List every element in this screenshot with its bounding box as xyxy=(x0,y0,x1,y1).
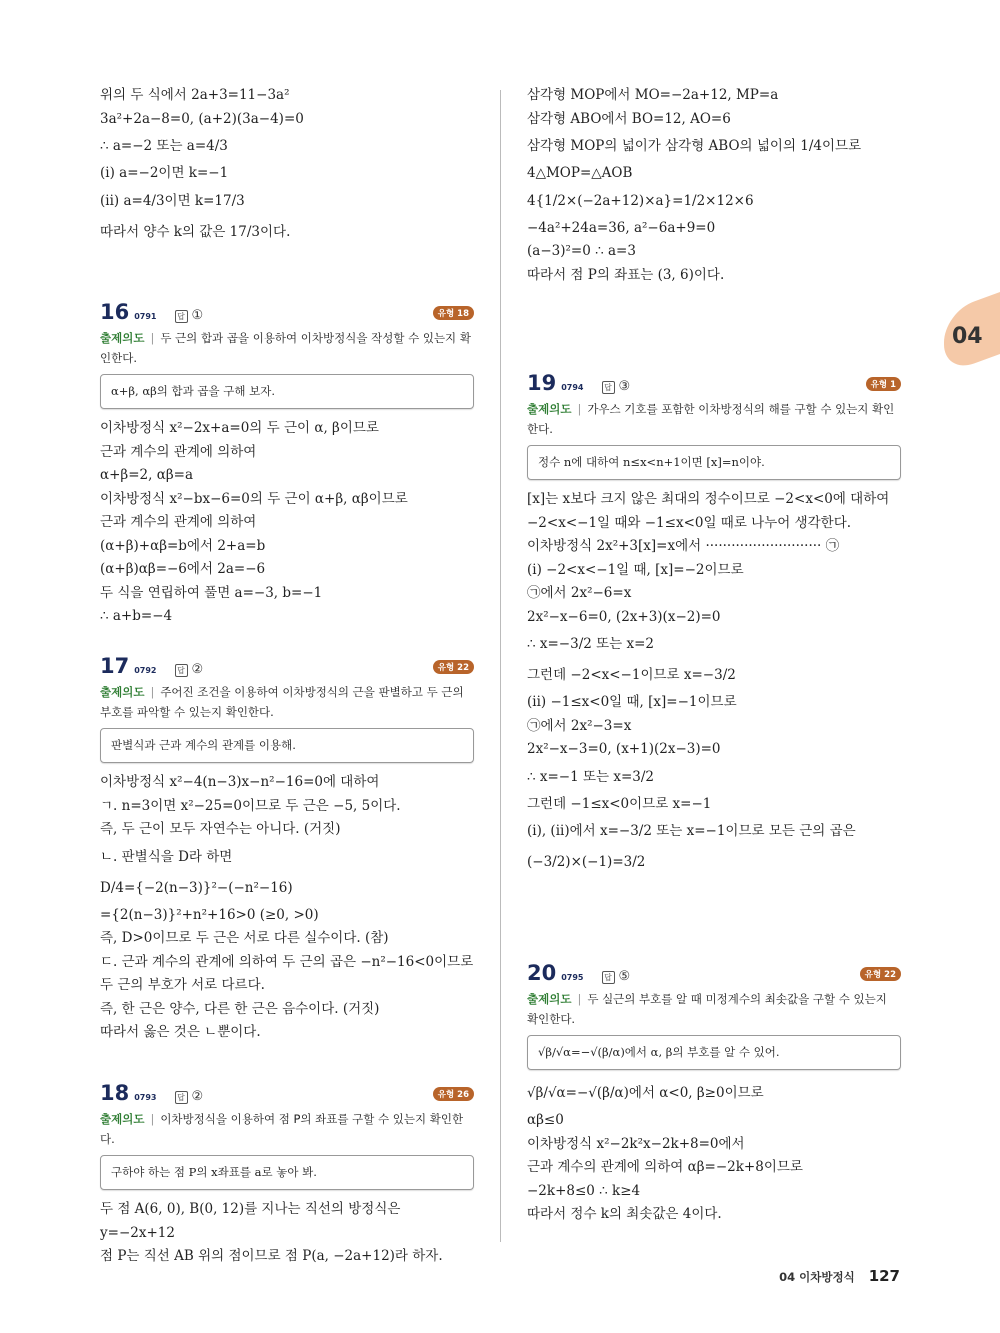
solution-lines xyxy=(527,1078,901,1227)
solution-line: ∴ x=−3/2 또는 x=2 xyxy=(527,636,655,652)
answer-icon: 답 xyxy=(175,1091,188,1104)
intent-label: 출제의도 xyxy=(100,685,145,699)
hint-box: √β/√α=−√(β/α)에서 α, β의 부호를 알 수 있어. xyxy=(527,1035,901,1070)
solution-line: (i), (ii)에서 x=−3/2 또는 x=−1이므로 모든 근의 곱은 xyxy=(527,823,856,839)
solution-line: −4a²+24a=36, a²−6a+9=0 xyxy=(527,219,716,236)
solution-line: 두 식을 연립하여 풀면 a=−3, b=−1 xyxy=(100,584,323,601)
intent-label: 출제의도 xyxy=(100,331,145,345)
solution-line: (ii) −1≤x<0일 때, [x]=−1이므로 xyxy=(527,694,737,710)
problem-code: 0792 xyxy=(134,666,157,675)
solution-line: 근과 계수의 관계에 의하여 xyxy=(100,443,257,460)
type-badge: 유형 22 xyxy=(860,967,901,981)
solution-line: 이차방정식 x²−2x+a=0의 두 근이 α, β이므로 xyxy=(100,420,379,436)
solution-line: ∴ a=−2 또는 a=4/3 xyxy=(100,138,228,154)
solution-lines xyxy=(100,1198,474,1269)
solution-line: 점 P는 직선 AB 위의 점이므로 점 P(a, −2a+12)라 하자. xyxy=(100,1248,443,1264)
answer-choice: ⑤ xyxy=(618,969,631,984)
solution-line: 삼각형 ABO에서 BO=12, AO=6 xyxy=(527,110,731,127)
chapter-tab-label: 04 xyxy=(952,324,983,349)
problem-code: 0791 xyxy=(134,312,157,321)
solution-line: 두 근의 부호가 서로 다르다. xyxy=(100,977,265,993)
problem-19 xyxy=(527,371,901,878)
solution-line: (a−3)²=0 ∴ a=3 xyxy=(527,243,636,259)
solution-line: 근과 계수의 관계에 의하여 xyxy=(100,514,257,530)
solution-lines xyxy=(527,488,901,878)
intent-row xyxy=(100,1109,474,1149)
separator: | xyxy=(577,992,582,1006)
problem-number: 20 xyxy=(527,961,557,985)
solution-line: 이차방정식 x²−4(n−3)x−n²−16=0에 대하여 xyxy=(100,774,380,790)
separator: | xyxy=(150,331,155,345)
solution-line: 따라서 양수 k의 값은 17/3이다. xyxy=(100,223,291,240)
problem-code: 0794 xyxy=(561,383,584,392)
type-badge: 유형 18 xyxy=(433,306,474,320)
answer-choice: ③ xyxy=(618,379,631,394)
solution-line: −2k+8≤0 ∴ k≥4 xyxy=(527,1182,641,1199)
problem-header xyxy=(100,654,474,680)
solution-lines xyxy=(100,417,474,629)
solution-line: ={2(n−3)}²+n²+16>0 (≥0, >0) xyxy=(100,906,319,923)
answer-icon: 답 xyxy=(602,381,615,394)
solution-line: [x]는 x보다 크지 않은 최대의 정수이므로 −2<x<0에 대하여 xyxy=(527,491,890,507)
problem-17 xyxy=(100,654,474,1045)
answer-icon: 답 xyxy=(175,664,188,677)
solution-line: 따라서 옳은 것은 ㄴ뿐이다. xyxy=(100,1024,261,1040)
solution-line: 4{1/2×(−2a+12)×a}=1/2×12×6 xyxy=(527,192,754,209)
solution-line: ∴ x=−1 또는 x=3/2 xyxy=(527,768,655,785)
intent-text: 주어진 조건을 이용하여 이차방정식의 근을 판별하고 두 근의 부호를 파악할 수 있는지 확인한다. xyxy=(100,685,464,719)
problem-header xyxy=(100,300,474,326)
intent-text: 가우스 기호를 포함한 이차방정식의 해를 구할 수 있는지 확인한다. xyxy=(527,402,895,436)
intent-row xyxy=(100,682,474,722)
hint-box: 판별식과 근과 계수의 관계를 이용해. xyxy=(100,728,474,763)
problem-16 xyxy=(100,300,474,629)
problem-number: 16 xyxy=(100,300,130,324)
type-badge: 유형 22 xyxy=(433,660,474,674)
intent-row xyxy=(100,328,474,368)
answer-icon: 답 xyxy=(175,310,188,323)
intent-label: 출제의도 xyxy=(527,992,572,1006)
solution-line: ㉠에서 2x²−3=x xyxy=(527,717,632,734)
problem-number: 17 xyxy=(100,654,130,678)
problem-code: 0795 xyxy=(561,973,584,982)
solution-line: 삼각형 MOP의 넓이가 삼각형 ABO의 넓이의 1/4이므로 xyxy=(527,138,862,154)
intent-label: 출제의도 xyxy=(100,1112,145,1126)
chapter-title: 04 이차방정식 xyxy=(779,1270,855,1284)
type-badge: 유형 26 xyxy=(433,1087,474,1101)
problem-code: 0793 xyxy=(134,1093,157,1102)
hint-box: α+β, αβ의 합과 곱을 구해 보자. xyxy=(100,374,474,409)
solution-line: −2<x<−1일 때와 −1≤x<0일 때로 나누어 생각한다. xyxy=(527,514,852,531)
problem-number: 19 xyxy=(527,371,557,395)
solution-line: ㄱ. n=3이면 x²−25=0이므로 두 근은 −5, 5이다. xyxy=(100,797,401,814)
type-badge: 유형 1 xyxy=(866,377,901,391)
column-divider xyxy=(500,90,501,1242)
solution-line: 이차방정식 x²−bx−6=0의 두 근이 α+β, αβ이므로 xyxy=(100,490,408,507)
solution-line: y=−2x+12 xyxy=(100,1224,175,1241)
solution-line: 두 점 A(6, 0), B(0, 12)를 지나는 직선의 방정식은 xyxy=(100,1201,401,1217)
solution-line: α+β=2, αβ=a xyxy=(100,467,193,483)
answer-choice: ② xyxy=(191,662,204,677)
solution-line: 따라서 정수 k의 최솟값은 4이다. xyxy=(527,1206,722,1222)
solution-line: (α+β)+αβ=b에서 2+a=b xyxy=(100,537,266,554)
problem-20 xyxy=(527,961,901,1227)
problem-header xyxy=(527,961,901,987)
intent-row xyxy=(527,399,901,439)
solution-line: (ii) a=4/3이면 k=17/3 xyxy=(100,192,245,209)
solution-line: (i) −2<x<−1일 때, [x]=−2이므로 xyxy=(527,561,744,578)
intent-text: 두 근의 합과 곱을 이용하여 이차방정식을 작성할 수 있는지 확인한다. xyxy=(100,331,471,365)
problem-18 xyxy=(100,1081,474,1269)
page-number: 127 xyxy=(868,1267,900,1285)
separator: | xyxy=(150,1112,155,1126)
solution-line: 2x²−x−3=0, (x+1)(2x−3)=0 xyxy=(527,741,721,757)
solution-line: 그런데 −2<x<−1이므로 x=−3/2 xyxy=(527,667,736,683)
solution-line: 즉, D>0이므로 두 근은 서로 다른 실수이다. (참) xyxy=(100,930,389,946)
solution-lines xyxy=(100,771,474,1045)
solution-line: ㉠에서 2x²−6=x xyxy=(527,585,632,601)
separator: | xyxy=(150,685,155,699)
intent-row xyxy=(527,989,901,1029)
problem-header xyxy=(527,371,901,397)
solution-line: 이차방정식 x²−2k²x−2k+8=0에서 xyxy=(527,1135,745,1152)
solution-line: ∴ a+b=−4 xyxy=(100,608,173,624)
problem-header xyxy=(100,1081,474,1107)
solution-line: (i) a=−2이면 k=−1 xyxy=(100,165,229,181)
continued-solution xyxy=(527,84,901,287)
solution-line: 이차방정식 2x²+3[x]=x에서 ··························· ㉠ xyxy=(527,538,840,554)
solution-line: ㄴ. 판별식을 D라 하면 xyxy=(100,848,233,865)
solution-line: ㄷ. 근과 계수의 관계에 의하여 두 근의 곱은 −n²−16<0이므로 xyxy=(100,953,474,970)
solution-line: 2x²−x−6=0, (2x+3)(x−2)=0 xyxy=(527,608,721,625)
solution-line: 위의 두 식에서 2a+3=11−3a² xyxy=(100,87,290,103)
solution-line: 4△MOP=△AOB xyxy=(527,165,633,181)
solution-line: 따라서 점 P의 좌표는 (3, 6)이다. xyxy=(527,266,725,283)
solution-line: √β/√α=−√(β/α)에서 α<0, β≥0이므로 xyxy=(527,1085,764,1101)
intent-text: 두 실근의 부호를 알 때 미정계수의 최솟값을 구할 수 있는지 확인한다. xyxy=(527,992,887,1026)
solution-line: 즉, 한 근은 양수, 다른 한 근은 음수이다. (거짓) xyxy=(100,1000,380,1017)
solution-line: D/4={−2(n−3)}²−(−n²−16) xyxy=(100,879,293,896)
hint-box: 정수 n에 대하여 n≤x<n+1이면 [x]=n이야. xyxy=(527,445,901,480)
solution-line: 3a²+2a−8=0, (a+2)(3a−4)=0 xyxy=(100,110,304,127)
problem-number: 18 xyxy=(100,1081,130,1105)
solution-line: αβ≤0 xyxy=(527,1112,564,1128)
intent-text: 이차방정식을 이용하여 점 P의 좌표를 구할 수 있는지 확인한다. xyxy=(100,1112,464,1146)
solution-line: (α+β)αβ=−6에서 2a=−6 xyxy=(100,561,266,577)
hint-box: 구하야 하는 점 P의 x좌표를 a로 놓아 봐. xyxy=(100,1155,474,1190)
page-footer xyxy=(779,1266,900,1285)
solution-line: 그런데 −1≤x<0이므로 x=−1 xyxy=(527,795,712,812)
answer-choice: ① xyxy=(191,308,204,323)
answer-icon: 답 xyxy=(602,971,615,984)
separator: | xyxy=(577,402,582,416)
intro-solution xyxy=(100,84,474,248)
solution-line: 삼각형 MOP에서 MO=−2a+12, MP=a xyxy=(527,87,779,103)
solution-line: 즉, 두 근이 모두 자연수는 아니다. (거짓) xyxy=(100,821,341,837)
answer-choice: ② xyxy=(191,1089,204,1104)
intent-label: 출제의도 xyxy=(527,402,572,416)
solution-line: (−3/2)×(−1)=3/2 xyxy=(527,854,646,870)
solution-line: 근과 계수의 관계에 의하여 αβ=−2k+8이므로 xyxy=(527,1159,803,1175)
